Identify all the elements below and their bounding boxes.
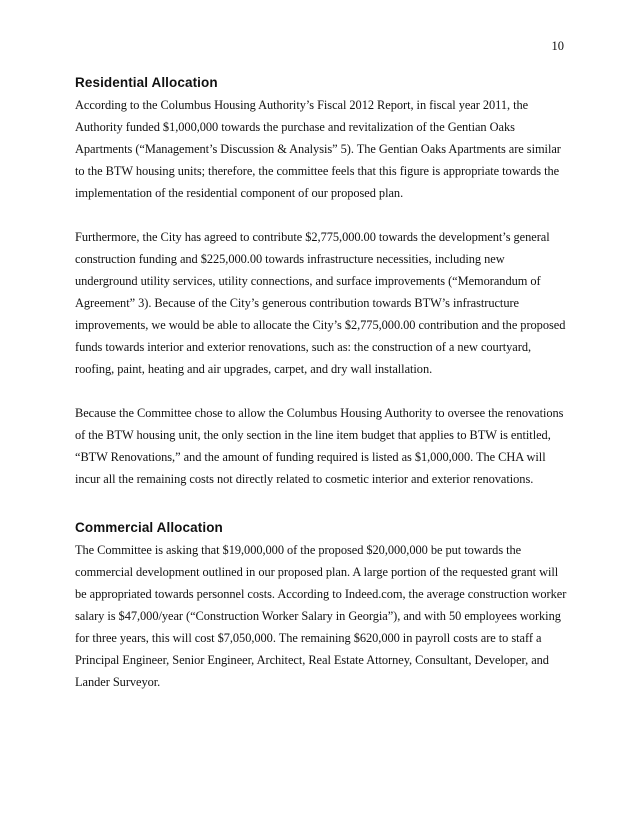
section-heading-commercial: Commercial Allocation — [75, 520, 223, 535]
document-body — [75, 72, 567, 693]
paragraph: Furthermore, the City has agreed to contribute $2,775,000.00 towards the development’s general construction funding and $225,000.00 towards infrastructure necessities, including new underground utility services, utility connections, and surface improvements (“Memorandum of Agreement” 3). Because of the City’s generous contribution towards BTW’s infrastructure improvements, we would be able to allocate the City’s $2,775,000.00 contribution and the proposed funds towards interior and exterior renovations, such as: the construction of a new courtyard, roofing, paint, heating and air upgrades, carpet, and dry wall installation. — [75, 230, 566, 376]
paragraph: The Committee is asking that $19,000,000 of the proposed $20,000,000 be put towards the commercial development outlined in our proposed plan. A large portion of the requested grant will be appropriated towards personnel costs. According to Indeed.com, the average construction worker salary is $47,000/year (“Construction Worker Salary in Georgia”), and with 50 employees working for three years, this will cost $7,050,000. The remaining $620,000 in payroll costs are to staff a Principal Engineer, Senior Engineer, Architect, Real Estate Attorney, Consultant, Developer, and Lander Surveyor. — [75, 543, 567, 689]
paragraph: Because the Committee chose to allow the Columbus Housing Authority to oversee the renovations of the BTW housing unit, the only section in the line item budget that applies to BTW is entitled, “BTW Renovations,” and the amount of funding required is listed as $1,000,000. The CHA will incur all the remaining costs not directly related to cosmetic interior and exterior renovations. — [75, 406, 564, 486]
page-number: 10 — [551, 39, 564, 53]
paragraph: According to the Columbus Housing Authority’s Fiscal 2012 Report, in fiscal year 2011, the Authority funded $1,000,000 towards the purchase and revitalization of the Gentian Oaks Apartments (“Management’s Discussion & Analysis” 5). The Gentian Oaks Apartments are similar to the BTW housing units; therefore, the committee feels that this figure is appropriate towards the implementation of the residential component of our proposed plan. — [75, 98, 561, 200]
section-heading-residential: Residential Allocation — [75, 75, 218, 90]
